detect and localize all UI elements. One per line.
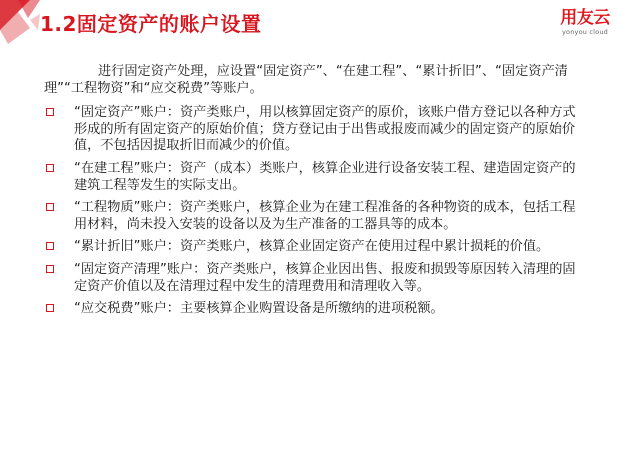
logo-subtext: yonyou cloud [562,28,608,36]
bullet-text: “应交税费”账户：主要核算企业购置设备是所缴纳的进项税额。 [74,301,444,317]
slide-content [44,64,584,324]
bullet-text: “在建工程”账户：资产（成本）类账户，核算企业进行设备安装工程、建造固定资产的建筑工程等发生的实际支出。 [74,160,576,193]
bullet-square-icon [46,304,54,312]
bullet-text: “固定资产清理”账户：资产类账户，核算企业因出售、报废和损毁等原因转入清理的固定资产价值以及在清理过程中发生的清理费用和清理收入等。 [74,261,576,294]
bullet-square-icon [46,203,54,211]
logo-wordmark: 用友云 [560,8,610,28]
bullet-text: “累计折旧”账户：资产类账户，核算企业固定资产在使用过程中累计损耗的价值。 [74,239,550,255]
brand-logo [556,8,614,36]
bullet-text: “工程物质”账户：资产类账户，核算企业为在建工程准备的各种物资的成本，包括工程用材料，尚未投入安装的设备以及为生产准备的工器具等的成本。 [74,200,576,232]
bullet-item [44,105,584,155]
bullet-item [44,301,584,318]
bullet-square-icon [46,265,54,273]
page-title: 1.2固定资产的账户设置 [40,12,262,36]
bullet-item [44,161,584,194]
bullet-item [44,262,584,295]
intro-paragraph: 进行固定资产处理，应设置“固定资产”、“在建工程”、“累计折旧”、“固定资产清理”“工程物资”和“应交税费”等账户。 [44,64,568,96]
bullet-item [44,200,584,233]
bullet-square-icon [46,108,54,116]
bullet-text: “固定资产”账户：资产类账户，用以核算固定资产的原价，该账户借方登记以各种方式形成的所有固定资产的原始价值；贷方登记由于出售或报废而减少的固定资产的原始价值，不包括因提取折旧而减少的价值。 [74,105,576,154]
bullet-item [44,239,584,256]
bullet-square-icon [46,164,54,172]
bullet-square-icon [46,242,54,250]
